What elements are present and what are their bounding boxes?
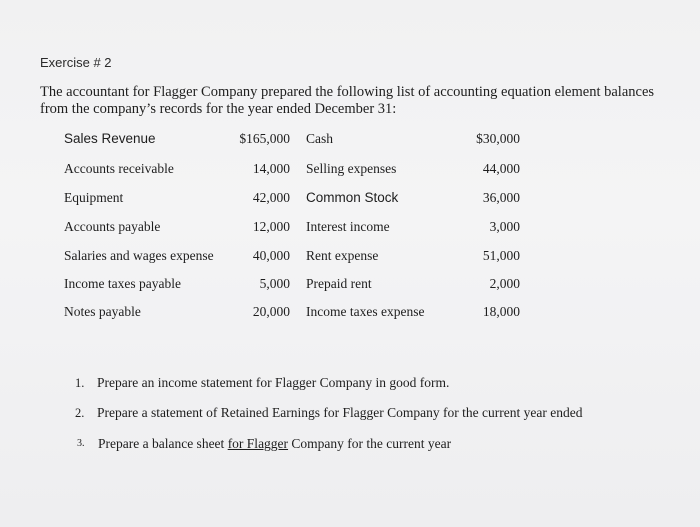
left-account-label: Accounts payable — [64, 219, 161, 234]
right-account-amount: $30,000 — [476, 131, 520, 146]
question-text: Prepare a statement of Retained Earnings for Flagger Company for the current year ended — [97, 405, 583, 420]
question-number: 1. — [75, 376, 85, 390]
right-account-label: Interest income — [306, 219, 390, 234]
question-text-underlined: for Flagger — [227, 436, 289, 451]
left-account-label: Notes payable — [64, 304, 141, 319]
right-account-label: Income taxes expense — [306, 304, 425, 319]
right-account-amount: 18,000 — [482, 304, 520, 319]
left-account-label: Salaries and wages expense — [64, 248, 214, 263]
left-account-amount: 14,000 — [252, 161, 290, 176]
right-account-label: Prepaid rent — [306, 276, 372, 291]
question-number: 2. — [75, 406, 85, 420]
right-account-label: Cash — [306, 131, 333, 146]
left-account-amount: 40,000 — [252, 248, 290, 263]
question-text: Prepare an income statement for Flagger Company in good form. — [97, 375, 450, 390]
left-account-amount: 5,000 — [259, 276, 290, 291]
question-number: 3. — [77, 438, 85, 449]
right-account-amount: 3,000 — [489, 219, 520, 234]
left-account-label: Income taxes payable — [64, 276, 181, 291]
left-account-label: Sales Revenue — [64, 131, 156, 146]
left-account-amount: $165,000 — [239, 131, 290, 146]
intro-line-1: The accountant for Flagger Company prepared the following list of accounting equation element balances — [40, 84, 655, 100]
right-account-amount: 2,000 — [489, 276, 520, 291]
question-text — [98, 436, 451, 452]
question-text-after: Company for the current year — [288, 436, 452, 451]
right-account-label: Selling expenses — [306, 161, 397, 176]
left-account-amount: 42,000 — [252, 190, 290, 205]
right-account-amount: 44,000 — [482, 161, 520, 176]
right-account-label: Common Stock — [306, 190, 399, 205]
exercise-heading: Exercise # 2 — [40, 55, 112, 70]
intro-line-2: from the company’s records for the year ended December 31: — [40, 101, 397, 117]
left-account-amount: 20,000 — [252, 304, 290, 319]
right-account-label: Rent expense — [306, 248, 379, 263]
left-account-amount: 12,000 — [252, 219, 290, 234]
right-account-amount: 51,000 — [482, 248, 520, 263]
question-text-before: Prepare a balance sheet — [98, 436, 228, 451]
left-account-label: Equipment — [64, 190, 124, 205]
right-account-amount: 36,000 — [482, 190, 520, 205]
left-account-label: Accounts receivable — [64, 161, 174, 176]
